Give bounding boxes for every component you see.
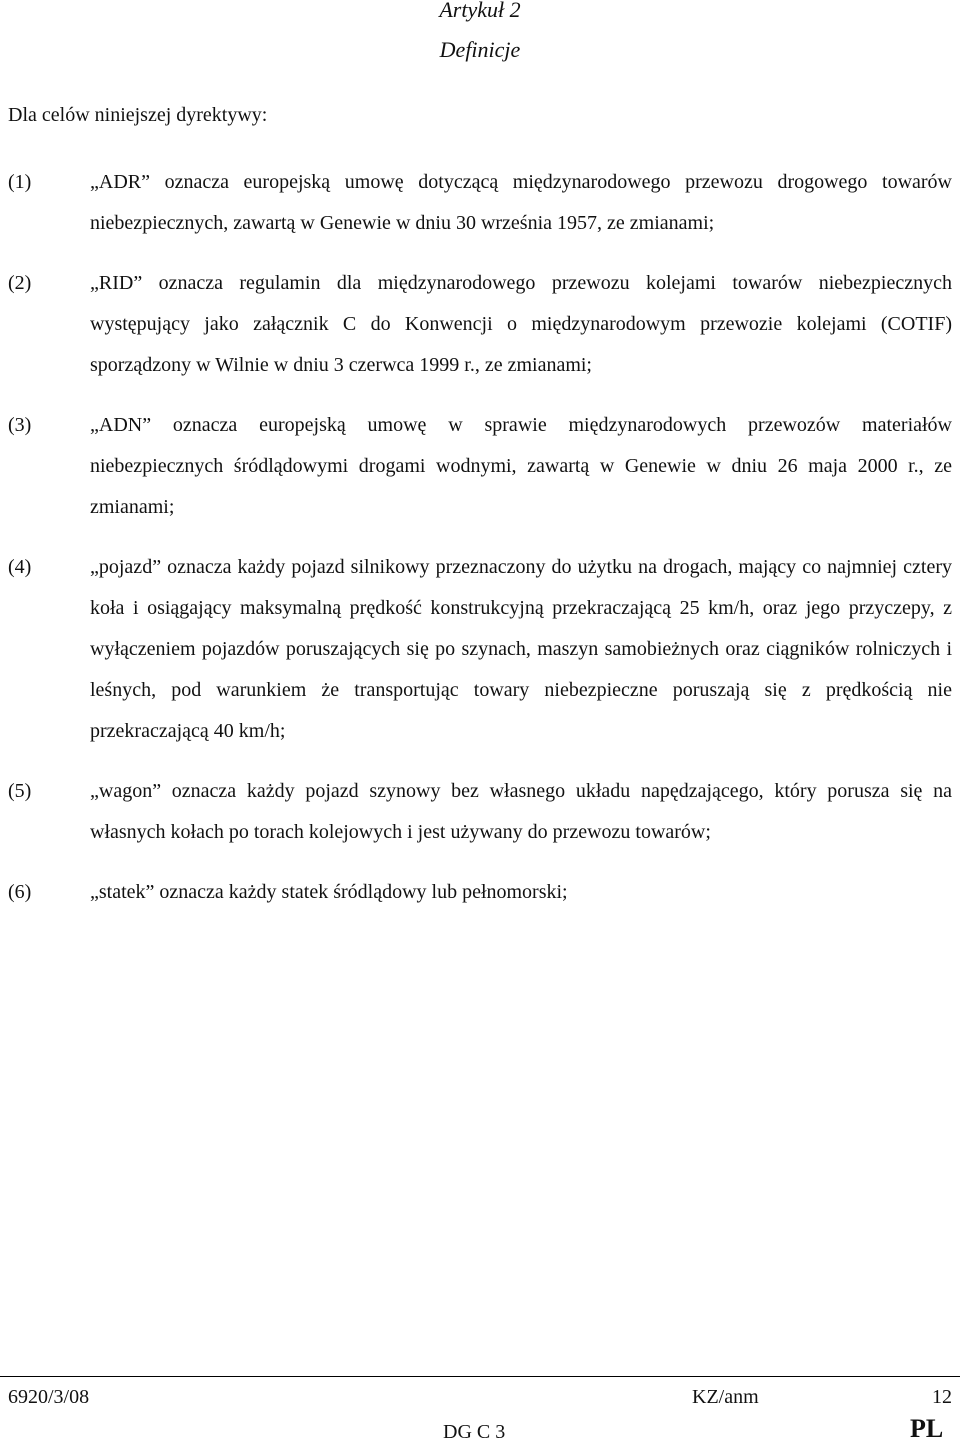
definition-item [0,872,960,913]
footer-reference: KZ/anm [692,1386,759,1408]
definition-item [0,263,960,386]
definition-item [0,547,960,752]
definition-item [0,162,960,244]
definition-number: (1) [8,171,32,193]
definition-number: (5) [8,780,32,802]
definition-item [0,405,960,528]
footer-doc-number: 6920/3/08 [8,1386,90,1408]
definition-number: (6) [8,881,32,903]
article-title: Definicje [439,37,521,62]
footer-language-code: PL [910,1414,944,1443]
definition-number: (2) [8,272,32,294]
definition-text: „RID” oznacza regulamin dla międzynarodowego przewozu kolejami towarów niebezpiecznych występujący jako załącznik C do Konwencji o międzynarodowym przewozie kolejami (COTIF) sporządzony w Wilnie w dniu 3 czerwca 1999 r., ze zmianami; [90,272,952,376]
footer-divider [0,1376,960,1377]
definition-text: „pojazd” oznacza każdy pojazd silnikowy przeznaczony do użytku na drogach, mający co najmniej cztery koła i osiągający maksymalną prędkość konstrukcyjną przekraczającą 25 km/h, oraz jego przyczepy, z wyłączeniem pojazdów poruszających się po szynach, maszyn samobieżnych oraz ciągników rolniczych i leśnych, pod warunkiem że transportując towary niebezpieczne poruszają się z prędkością nie przekraczającą 40 km/h; [90,556,952,742]
definition-item [0,771,960,853]
definition-text: „ADN” oznacza europejską umowę w sprawie międzynarodowych przewozów materiałów niebezpiecznych śródlądowymi drogami wodnymi, zawartą w Genewie w dniu 26 maja 2000 r., ze zmianami; [90,414,952,518]
definition-text: „wagon” oznacza każdy pojazd szynowy bez własnego układu napędzającego, który porusza się na własnych kołach po torach kolejowych i jest używany do przewozu towarów; [90,780,952,843]
definition-text: „ADR” oznacza europejską umowę dotyczącą międzynarodowego przewozu drogowego towarów niebezpiecznych, zawartą w Genewie w dniu 30 września 1957, ze zmianami; [90,171,952,234]
definition-number: (3) [8,414,32,436]
definition-text: „statek” oznacza każdy statek śródlądowy lub pełnomorski; [90,881,568,903]
footer-directorate: DG C 3 [443,1421,506,1443]
intro-text: Dla celów niniejszej dyrektywy: [8,104,268,126]
footer-page-number: 12 [932,1386,952,1408]
definitions-list [0,162,960,932]
definition-number: (4) [8,556,32,578]
article-number: Artykuł 2 [439,0,521,22]
